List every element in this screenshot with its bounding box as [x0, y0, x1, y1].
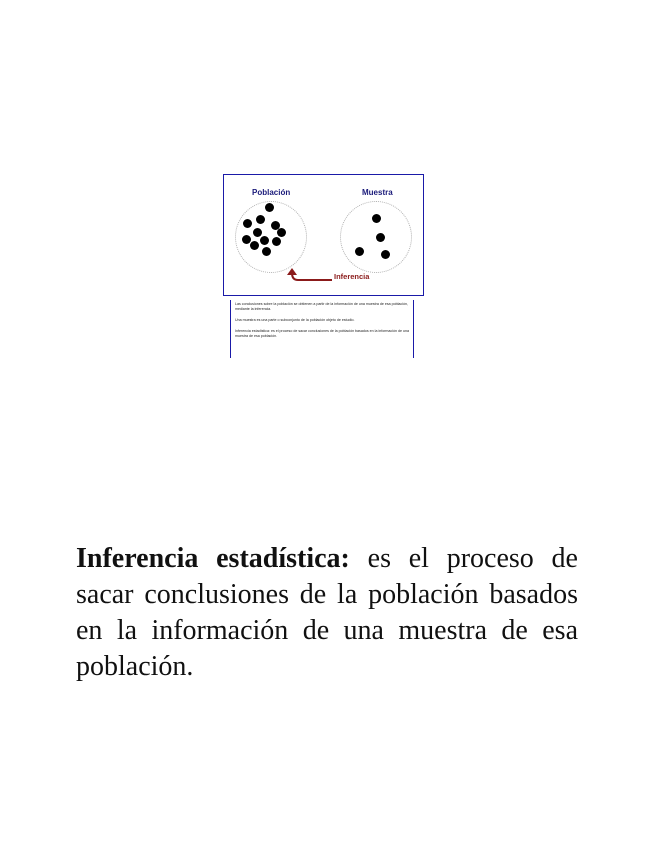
- population-circle: [235, 201, 307, 273]
- sample-label: Muestra: [362, 188, 393, 197]
- sample-dot: [372, 214, 381, 223]
- population-label: Población: [252, 188, 291, 197]
- population-dot: [265, 203, 274, 212]
- population-dot: [262, 247, 271, 256]
- sample-circle: [340, 201, 412, 273]
- note-paragraph: Inferencia estadística: es el proceso de sacar conclusiones de la población basados en la información de una muestra de esa población.: [235, 329, 410, 338]
- inference-label: Inferencia: [334, 272, 370, 281]
- population-dot: [250, 241, 259, 250]
- inference-arrow-icon: [284, 267, 334, 287]
- definition-term: Inferencia estadística:: [76, 543, 350, 574]
- population-dot: [256, 215, 265, 224]
- figure-notes: [230, 300, 414, 358]
- definition-text: es el proceso de sacar conclusiones de la población basados en la información de una muestra de esa población.: [76, 543, 578, 682]
- note-paragraph: Una muestra es una parte o subconjunto de la población objeto de estudio.: [235, 318, 355, 322]
- population-sample-diagram: [223, 174, 424, 296]
- sample-dot: [381, 250, 390, 259]
- sample-dot: [376, 233, 385, 242]
- note-paragraph: Las conclusiones sobre la población se obtienen a partir de la información de una muestra de esa población, mediante la inferencia.: [235, 302, 409, 311]
- population-dot: [253, 228, 262, 237]
- sample-dot: [355, 247, 364, 256]
- population-dot: [260, 236, 269, 245]
- population-dot: [277, 228, 286, 237]
- definition-paragraph: [76, 541, 578, 685]
- population-dot: [243, 219, 252, 228]
- population-dot: [272, 237, 281, 246]
